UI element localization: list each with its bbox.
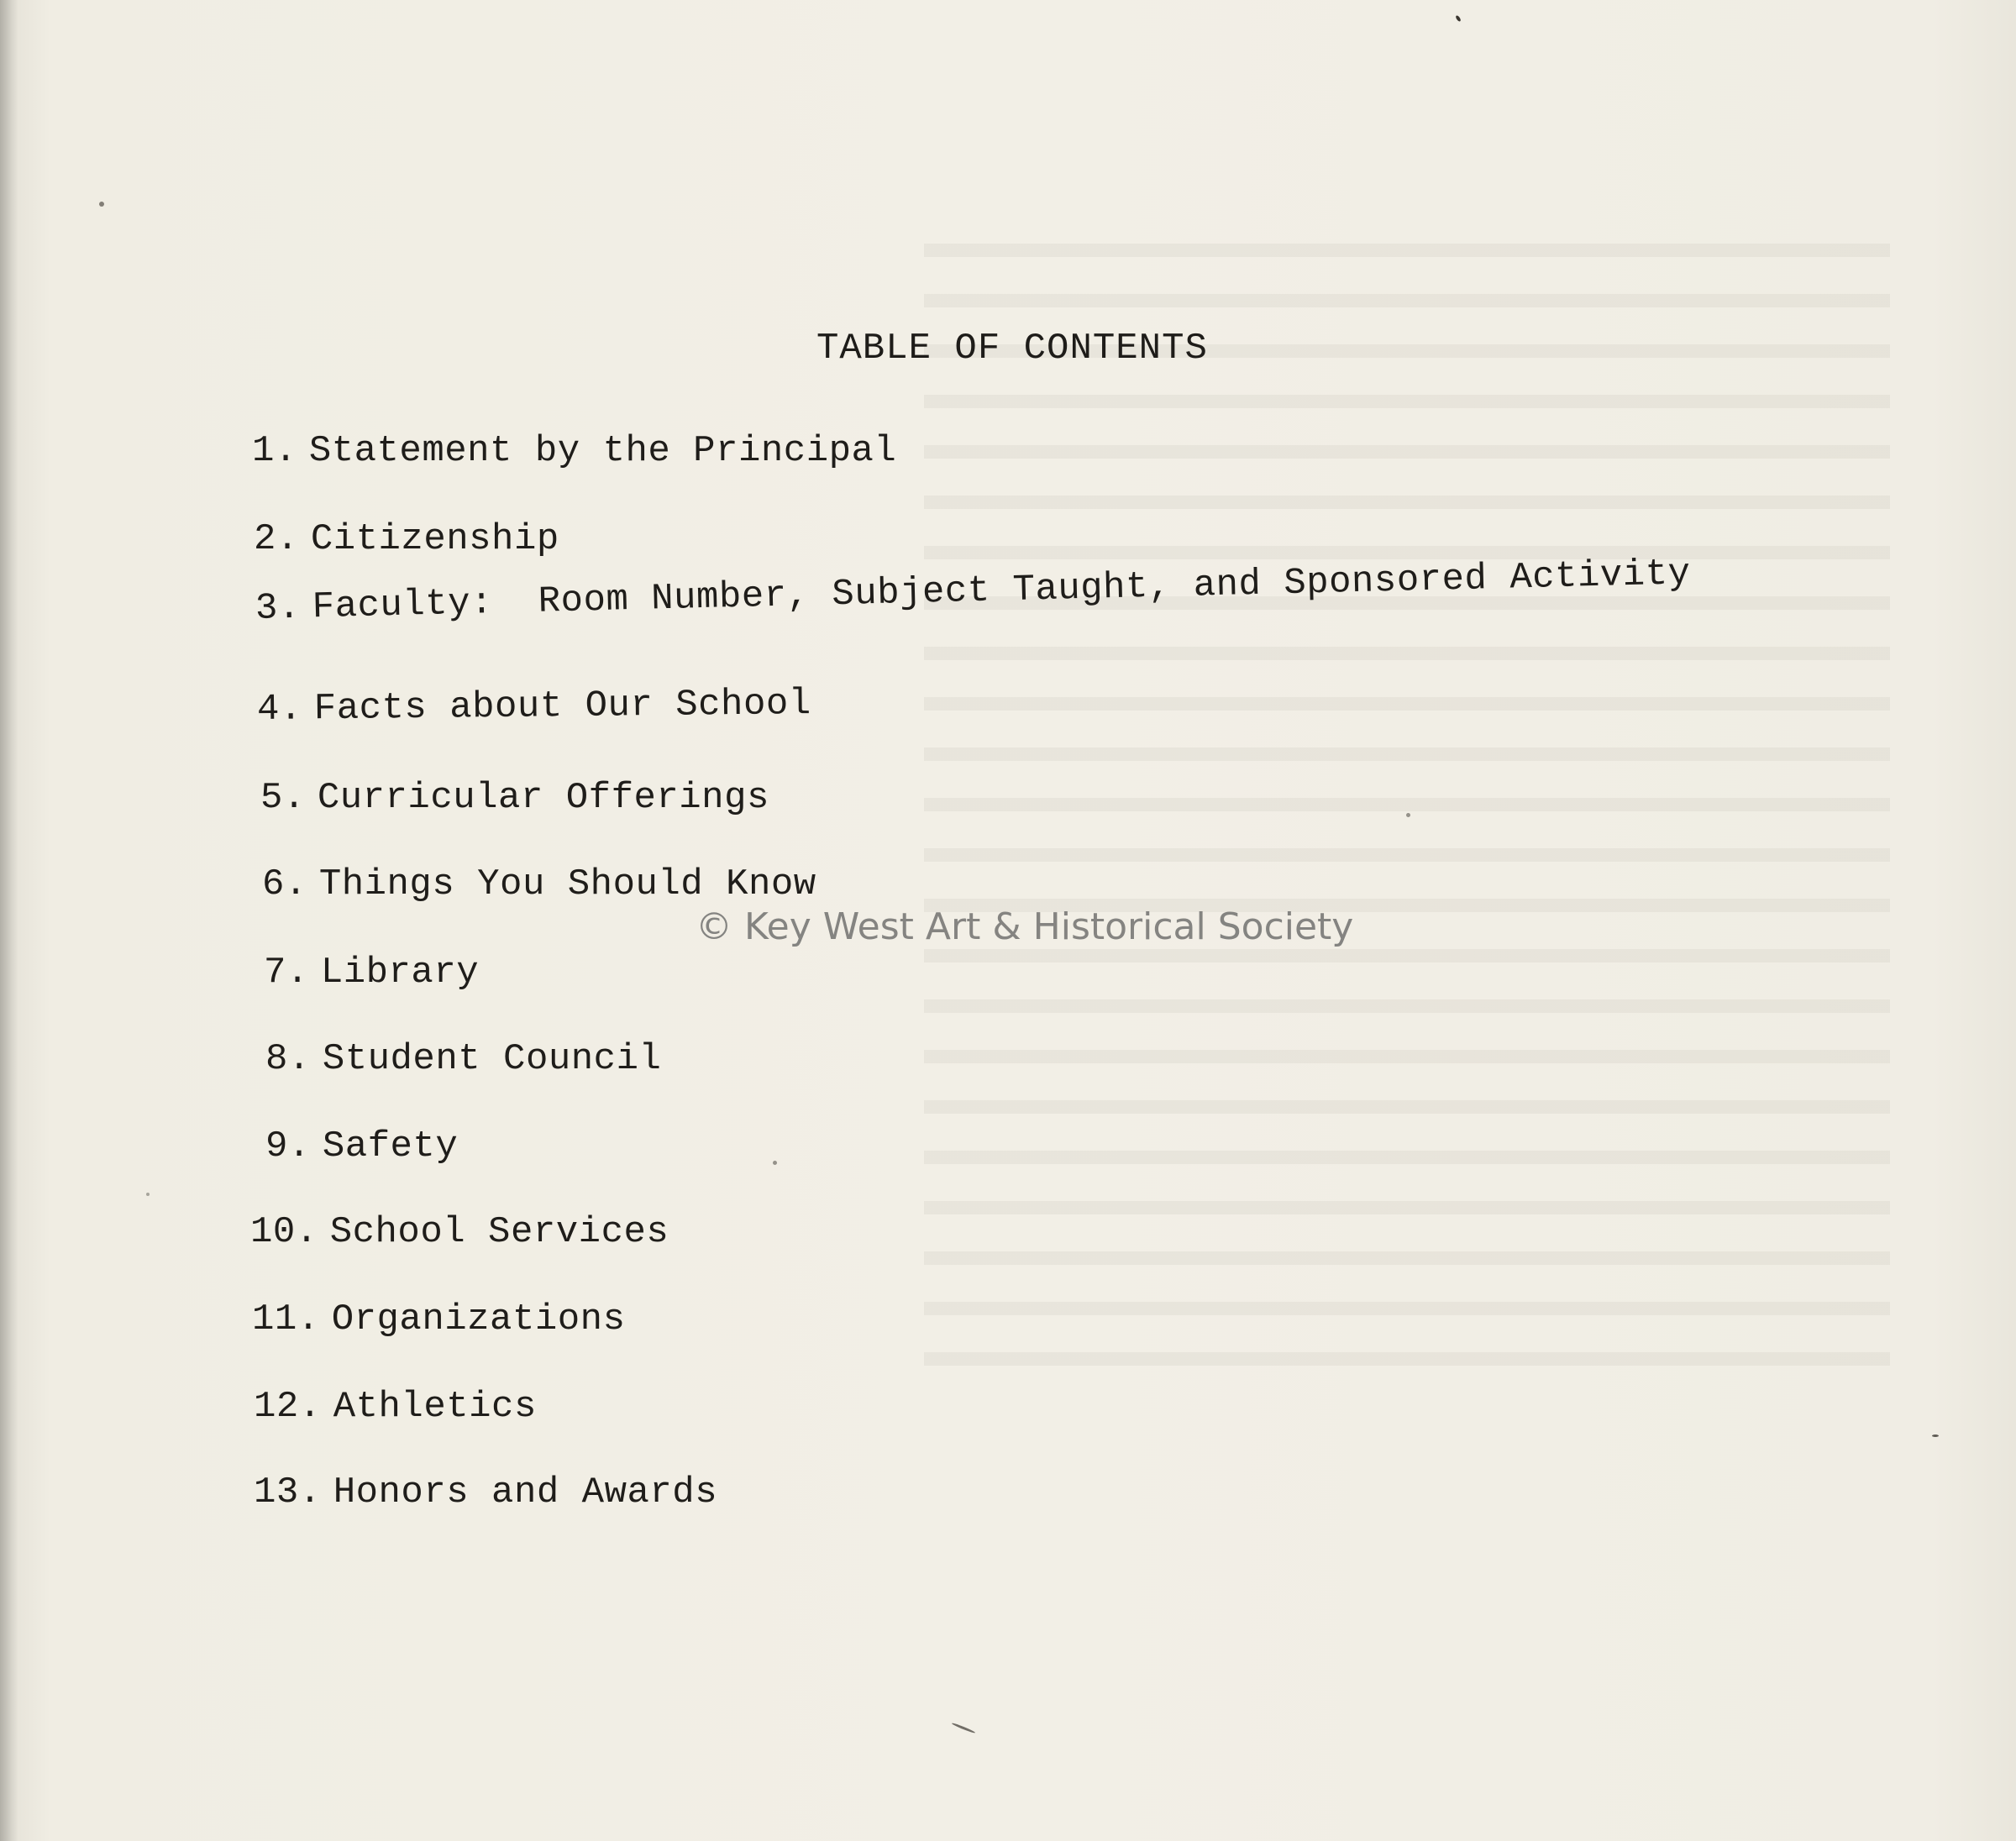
toc-item-number: 11.: [252, 1298, 320, 1340]
toc-item-label: Athletics: [333, 1386, 537, 1428]
toc-item: [265, 1038, 661, 1080]
toc-item-number: 7.: [264, 952, 309, 994]
toc-item-number: 6.: [262, 863, 307, 905]
toc-item-number: 3.: [255, 586, 302, 630]
toc-item-label: Things You Should Know: [318, 863, 816, 905]
toc-item-label: Library: [320, 952, 480, 994]
toc-item: [252, 1298, 625, 1340]
toc-item-number: 13.: [254, 1471, 322, 1513]
toc-item: [257, 683, 811, 731]
toc-item-label: Statement by the Principal: [308, 430, 897, 472]
toc-item-number: 9.: [265, 1125, 311, 1167]
toc-item-label: Organizations: [331, 1298, 626, 1340]
toc-item: [254, 518, 559, 560]
toc-item-label: Curricular Offerings: [317, 777, 769, 819]
toc-item-number: 1.: [252, 430, 297, 472]
toc-item: [250, 1211, 669, 1253]
paper-speck: [99, 202, 104, 207]
toc-item: [252, 430, 896, 472]
toc-item-number: 4.: [256, 688, 303, 731]
toc-item: [265, 1125, 458, 1167]
toc-item-number: 10.: [250, 1211, 318, 1253]
toc-item-label: Faculty: Room Number, Subject Taught, and Sponsored Activity: [312, 553, 1692, 629]
toc-item-label: Safety: [322, 1125, 459, 1167]
paper-speck: [146, 1193, 150, 1196]
paper-speck: [1932, 1435, 1939, 1437]
toc-item: [262, 863, 816, 905]
toc-item-label: School Services: [329, 1211, 669, 1253]
toc-item: [254, 1471, 717, 1513]
toc-item-number: 2.: [254, 518, 299, 560]
toc-item: [254, 1386, 537, 1428]
toc-item-number: 5.: [260, 777, 306, 819]
toc-item-label: Citizenship: [310, 518, 559, 560]
toc-item: [264, 952, 479, 994]
copyright-watermark: © Key West Art & Historical Society: [696, 905, 1354, 948]
toc-item: [255, 553, 1691, 630]
toc-item-label: Facts about Our School: [313, 683, 811, 731]
page-title: TABLE OF CONTENTS: [816, 328, 1208, 370]
toc-item-number: 8.: [265, 1038, 311, 1080]
toc-item-label: Honors and Awards: [333, 1471, 718, 1513]
paper-speck: [1406, 813, 1410, 817]
toc-item-label: Student Council: [322, 1038, 662, 1080]
paper-speck: [773, 1161, 777, 1165]
toc-item: [260, 777, 769, 819]
toc-item-number: 12.: [254, 1386, 322, 1428]
